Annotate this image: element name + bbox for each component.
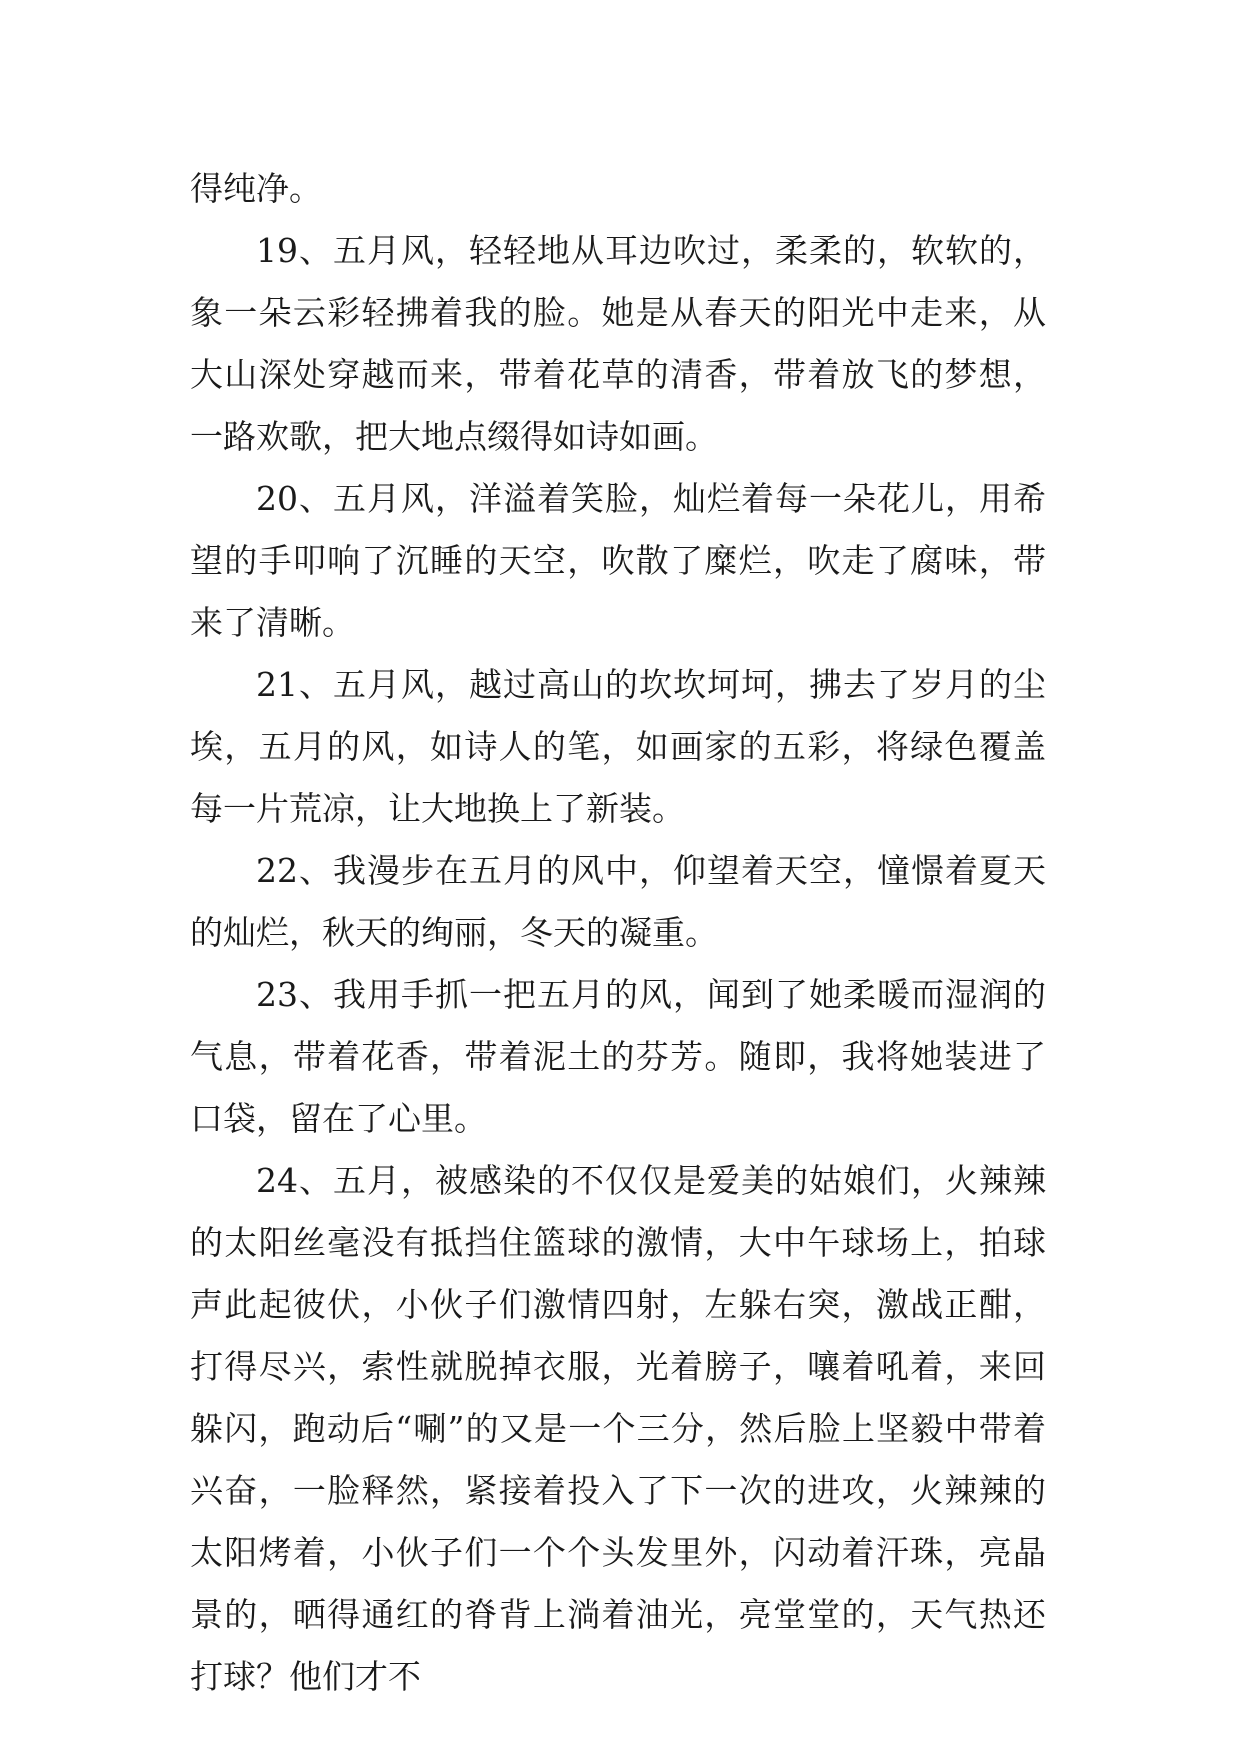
paragraph-continuation: 得纯净。 — [190, 169, 322, 208]
paragraph-22: 22、我漫步在五月的风中，仰望着天空，憧憬着夏天的灿烂，秋天的绚丽，冬天的凝重。 — [190, 851, 1046, 952]
paragraph-23: 23、我用手抓一把五月的风，闻到了她柔暖而湿润的气息，带着花香，带着泥土的芬芳。随即，我将她装进了口袋，留在了心里。 — [190, 975, 1046, 1138]
paragraph-21: 21、五月风，越过高山的坎坎坷坷，拂去了岁月的尘埃，五月的风，如诗人的笔，如画家的五彩，将绿色覆盖每一片荒凉，让大地换上了新装。 — [190, 665, 1046, 828]
document-body — [190, 158, 1046, 1708]
paragraph-19: 19、五月风，轻轻地从耳边吹过，柔柔的，软软的，象一朵云彩轻拂着我的脸。她是从春天的阳光中走来，从大山深处穿越而来，带着花草的清香，带着放飞的梦想，一路欢歌，把大地点缀得如诗如画。 — [190, 231, 1046, 456]
paragraph-24: 24、五月，被感染的不仅仅是爱美的姑娘们，火辣辣的太阳丝毫没有抵挡住篮球的激情，大中午球场上，拍球声此起彼伏，小伙子们激情四射，左躲右突，激战正酣，打得尽兴，索性就脱掉衣服，光着膀子，嚷着吼着，来回躲闪，跑动后“唰”的又是一个三分，然后脸上坚毅中带着兴奋，一脸释然，紧接着投入了下一次的进攻，火辣辣的太阳烤着，小伙子们一个个头发里外，闪动着汗珠，亮晶景的，晒得通红的脊背上淌着油光，亮堂堂的，天气热还打球？他们才不 — [190, 1161, 1046, 1696]
paragraph-20: 20、五月风，洋溢着笑脸，灿烂着每一朵花儿，用希望的手叩响了沉睡的天空，吹散了糜烂，吹走了腐味，带来了清晰。 — [190, 479, 1046, 642]
